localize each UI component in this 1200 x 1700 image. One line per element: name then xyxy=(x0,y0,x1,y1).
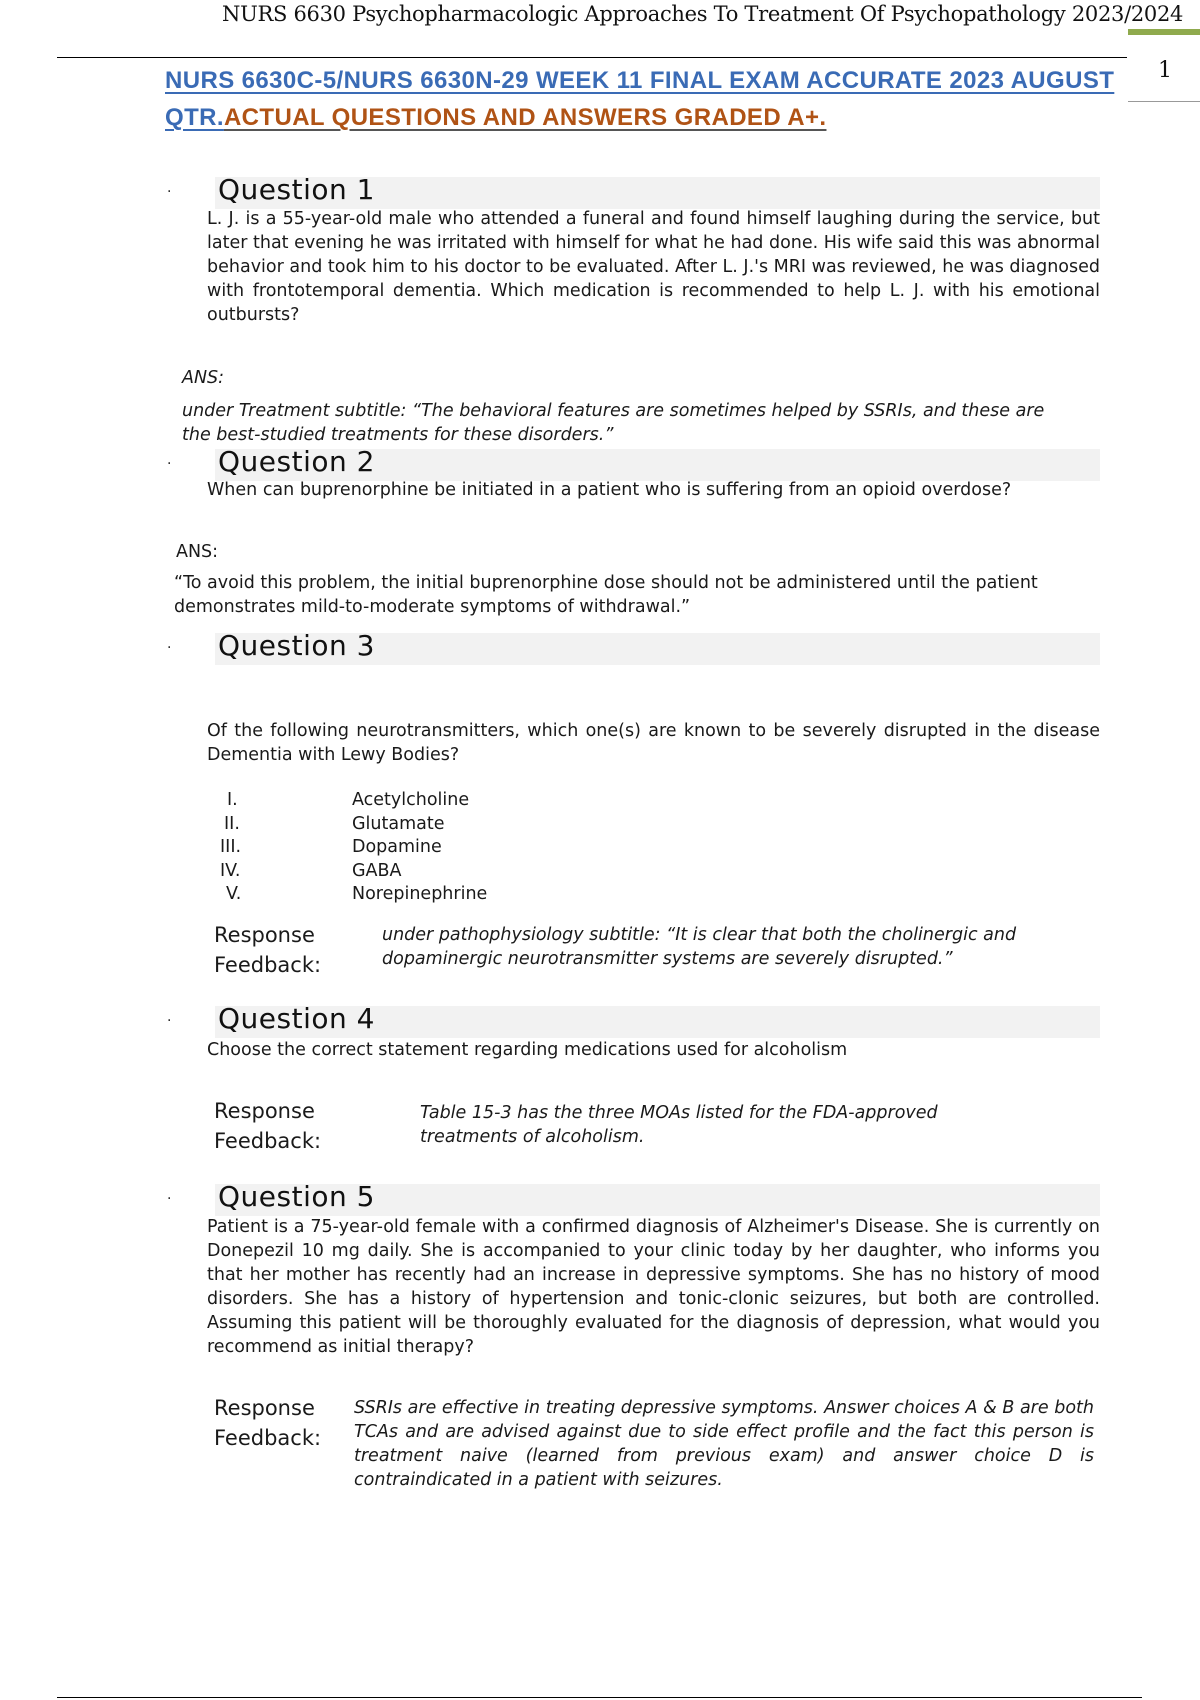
page-number: 1 xyxy=(1158,58,1172,83)
question-1-answer: under Treatment subtitle: “The behavioral features are sometimes helped by SSRIs, and these are the best-studied treatments for these disorders.” xyxy=(182,401,1045,445)
header-accent-bar xyxy=(1128,29,1200,35)
document-title-subtitle: ACTUAL QUESTIONS AND ANSWERS GRADED A+. xyxy=(223,104,827,131)
page-number-divider xyxy=(1128,101,1200,102)
option-number: V. xyxy=(226,884,242,904)
header-divider xyxy=(57,57,1127,58)
answer-label: ANS: xyxy=(176,542,219,562)
bullet-icon: · xyxy=(167,456,172,472)
feedback-label: Feedback: xyxy=(214,953,322,977)
bullet-icon: · xyxy=(167,1191,172,1207)
option-number: III. xyxy=(220,837,242,857)
question-1-heading: Question 1 xyxy=(218,173,375,206)
option-number: IV. xyxy=(220,861,241,881)
question-2-answer: “To avoid this problem, the initial buprenorphine dose should not be administered until the patient demonstrates mild-to-moderate symptoms of withdrawal.” xyxy=(174,573,1038,617)
question-5-heading: Question 5 xyxy=(218,1180,375,1213)
question-5-feedback: SSRIs are effective in treating depressive symptoms. Answer choices A & B are both TCAs and are advised against due to side effect profile and the fact this person is treatment naive (learned from previous exam) and answer choice D is contraindicated in a patient with seizures. xyxy=(354,1398,1094,1490)
question-4-text: Choose the correct statement regarding medications used for alcoholism xyxy=(207,1040,848,1060)
option-label: GABA xyxy=(352,861,402,881)
option-label: Dopamine xyxy=(352,837,442,857)
question-2-text: When can buprenorphine be initiated in a patient who is suffering from an opioid overdose? xyxy=(207,480,1012,500)
question-1-text: L. J. is a 55-year-old male who attended a funeral and found himself laughing during the service, but later that evening he was irritated with himself for what he had done. His wife said this was abnormal behavior and took him to his doctor to be evaluated. After L. J.'s MRI was reviewed, he was diagnosed with frontotemporal dementia. Which medication is recommended to help L. J. with his emotional outbursts? xyxy=(207,209,1100,325)
running-header-title: NURS 6630 Psychopharmacologic Approaches To Treatment Of Psychopathology 2023/2024 xyxy=(222,2,1184,26)
bullet-icon: · xyxy=(167,640,172,656)
question-3-text: Of the following neurotransmitters, which one(s) are known to be severely disrupted in the disease Dementia with Lewy Bodies? xyxy=(207,721,1100,765)
option-label: Glutamate xyxy=(352,814,445,834)
question-3-feedback: under pathophysiology subtitle: “It is clear that both the cholinergic and dopaminergic neurotransmitter systems are severely disrupted.” xyxy=(382,925,1017,969)
question-4-heading: Question 4 xyxy=(218,1002,375,1035)
answer-label: ANS: xyxy=(182,368,225,388)
option-number: I. xyxy=(227,790,238,810)
response-label: Response xyxy=(214,1396,315,1420)
feedback-label: Feedback: xyxy=(214,1129,322,1153)
bullet-icon: · xyxy=(167,184,172,200)
option-label: Acetylcholine xyxy=(352,790,470,810)
footer-divider xyxy=(57,1697,1142,1698)
document-title-course: NURS 6630C-5/NURS 6630N-29 WEEK 11 FINAL EXAM ACCURATE 2023 AUGUST QTR. xyxy=(165,67,1115,131)
bullet-icon: · xyxy=(167,1013,172,1029)
feedback-label: Feedback: xyxy=(214,1426,322,1450)
question-4-feedback: Table 15-3 has the three MOAs listed for the FDA-approved treatments of alcoholism. xyxy=(420,1103,938,1147)
question-2-heading: Question 2 xyxy=(218,445,375,478)
question-3-heading: Question 3 xyxy=(218,629,375,662)
response-label: Response xyxy=(214,1099,315,1123)
question-5-text: Patient is a 75-year-old female with a confirmed diagnosis of Alzheimer's Disease. She is currently on Donepezil 10 mg daily. She is accompanied to your clinic today by her daughter, who informs you that her mother has recently had an increase in depressive symptoms. She has no history of mood disorders. She has a history of hypertension and tonic-clonic seizures, but both are controlled. Assuming this patient will be thoroughly evaluated for the diagnosis of depression, what would you recommend as initial therapy? xyxy=(207,1217,1100,1357)
option-label: Norepinephrine xyxy=(352,884,488,904)
document-title xyxy=(165,62,1125,136)
response-label: Response xyxy=(214,923,315,947)
option-number: II. xyxy=(224,814,240,834)
